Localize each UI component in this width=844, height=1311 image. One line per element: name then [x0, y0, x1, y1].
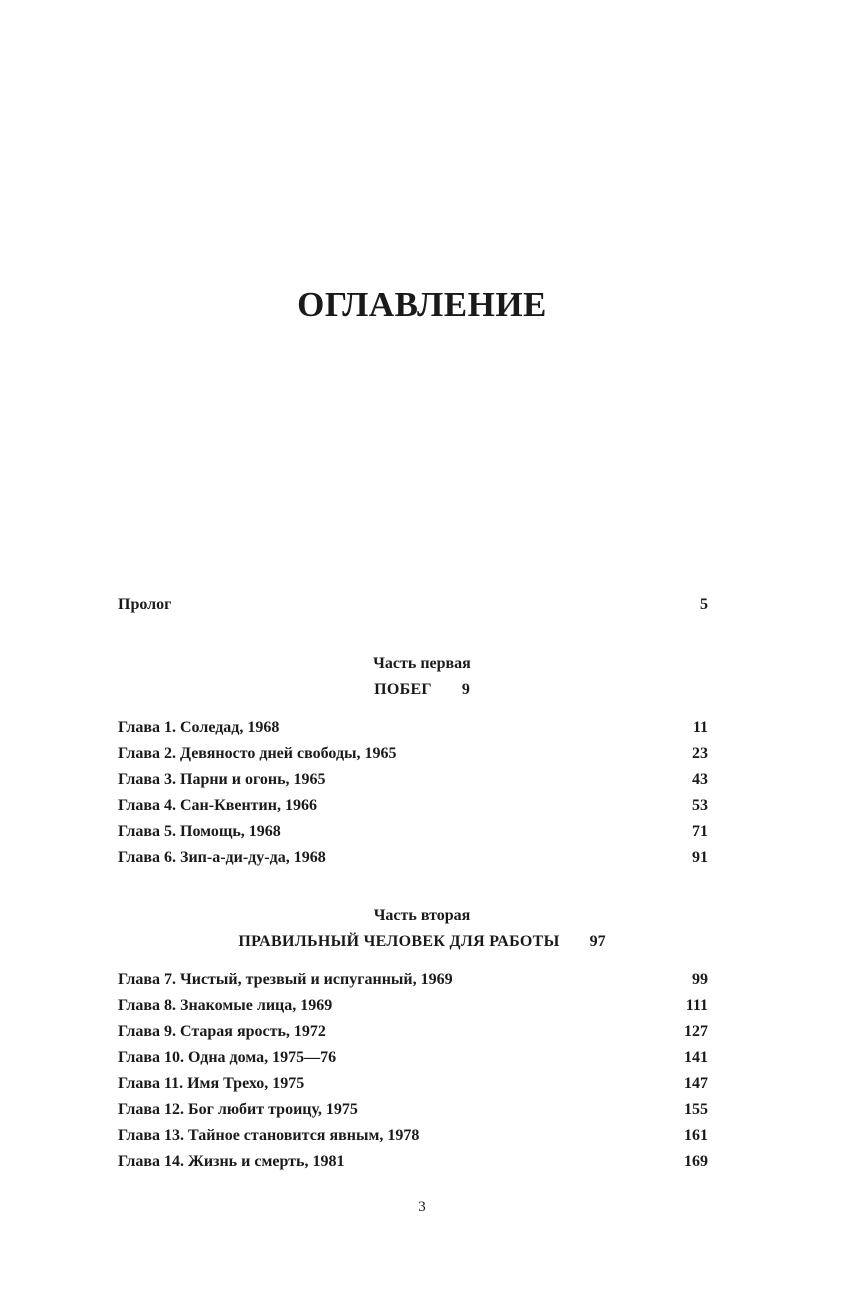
toc-entry-page: 23 — [692, 745, 708, 762]
toc-entry-page: 169 — [684, 1153, 708, 1170]
part-1-page: 9 — [461, 681, 470, 698]
toc-entry-label: Глава 5. Помощь, 1968 — [118, 823, 281, 840]
toc-entry-label: Глава 2. Девяносто дней свободы, 1965 — [118, 745, 397, 762]
toc-entry-page: 111 — [685, 997, 708, 1014]
toc-entry-chapter-8[interactable] — [118, 994, 708, 1018]
toc-entry-page: 141 — [684, 1049, 708, 1066]
toc-entry-chapter-1[interactable] — [118, 716, 708, 740]
toc-entry-label: Пролог — [118, 596, 172, 613]
toc-entry-chapter-13[interactable] — [118, 1124, 708, 1148]
toc-entry-page: 43 — [692, 771, 708, 788]
toc-entry-page: 99 — [692, 971, 708, 988]
part-2-label: Часть вторая — [373, 907, 471, 924]
toc-entry-label: Глава 1. Соледад, 1968 — [118, 719, 280, 736]
toc-entry-label: Глава 9. Старая ярость, 1972 — [118, 1023, 326, 1040]
toc-entry-page: 147 — [684, 1075, 708, 1092]
toc-entry-label: Глава 3. Парни и огонь, 1965 — [118, 771, 326, 788]
toc-entry-page: 11 — [692, 719, 708, 736]
toc-entry-chapter-12[interactable] — [118, 1098, 708, 1122]
toc-entry-page: 5 — [700, 596, 708, 613]
toc-entry-chapter-5[interactable] — [118, 820, 708, 844]
toc-entry-label: Глава 6. Зип-а-ди-ду-да, 1968 — [118, 849, 326, 866]
toc-entry-label: Глава 7. Чистый, трезвый и испуганный, 1969 — [118, 971, 453, 988]
toc-entry-page: 53 — [692, 797, 708, 814]
toc-entry-chapter-10[interactable] — [118, 1046, 708, 1070]
toc-entry-chapter-7[interactable] — [118, 968, 708, 992]
part-1-label: Часть первая — [373, 655, 471, 672]
toc-entry-page: 71 — [692, 823, 708, 840]
toc-entry-label: Глава 10. Одна дома, 1975—76 — [118, 1049, 337, 1066]
toc-entry-chapter-2[interactable] — [118, 742, 708, 766]
part-2-heading[interactable] — [0, 930, 844, 954]
toc-entry-chapter-6[interactable] — [118, 846, 708, 870]
toc-entry-label: Глава 13. Тайное становится явным, 1978 — [118, 1127, 420, 1144]
toc-entry-chapter-9[interactable] — [118, 1020, 708, 1044]
part-1-heading[interactable] — [0, 678, 844, 702]
toc-entry-page: 161 — [684, 1127, 708, 1144]
toc-entry-chapter-4[interactable] — [118, 794, 708, 818]
toc-entry-chapter-14[interactable] — [118, 1150, 708, 1174]
toc-entry-label: Глава 4. Сан-Квентин, 1966 — [118, 797, 317, 814]
toc-entry-page: 91 — [692, 849, 708, 866]
part-1-title: ПОБЕГ — [374, 681, 432, 698]
part-2-page: 97 — [589, 933, 606, 950]
toc-entry-label: Глава 8. Знакомые лица, 1969 — [118, 997, 333, 1014]
toc-entry-label: Глава 12. Бог любит троицу, 1975 — [118, 1101, 358, 1118]
toc-entry-page: 155 — [684, 1101, 708, 1118]
toc-entry-chapter-3[interactable] — [118, 768, 708, 792]
toc-entry-label: Глава 11. Имя Трехо, 1975 — [118, 1075, 305, 1092]
toc-entry-chapter-11[interactable] — [118, 1072, 708, 1096]
toc-entry-prologue[interactable] — [118, 593, 708, 617]
page-number: 3 — [418, 1199, 426, 1215]
part-2-title: ПРАВИЛЬНЫЙ ЧЕЛОВЕК ДЛЯ РАБОТЫ — [238, 933, 560, 950]
page-title: ОГЛАВЛЕНИЕ — [297, 285, 547, 324]
toc-entry-label: Глава 14. Жизнь и смерть, 1981 — [118, 1153, 345, 1170]
toc-entry-page: 127 — [684, 1023, 708, 1040]
